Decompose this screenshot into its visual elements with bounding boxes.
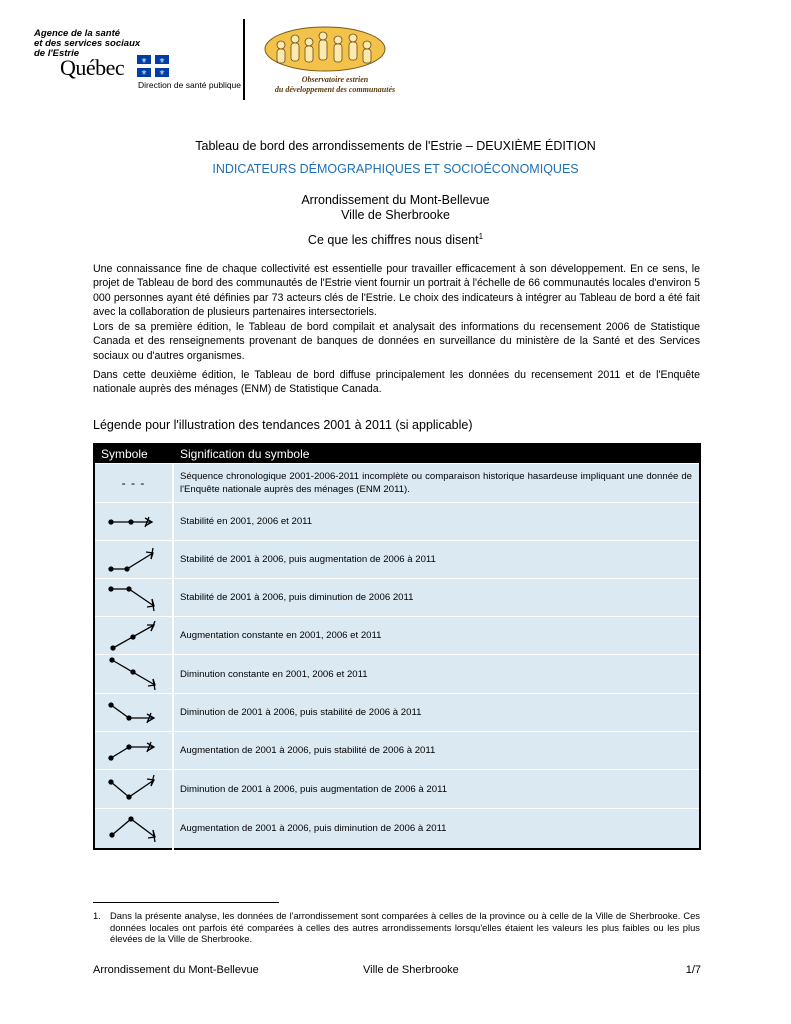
legend-row [94,809,700,849]
trend-stable-down-icon [94,579,173,617]
page-title: Tableau de bord des arrondissements de l'Estrie – DEUXIÈME ÉDITION [195,139,596,153]
trend-stable-stable-icon [94,503,173,541]
legend-table [93,443,701,850]
legend-row [94,770,700,809]
legend-description: Stabilité de 2001 à 2006, puis augmentation de 2006 à 2011 [173,541,700,579]
dashes-icon: - - - [94,464,173,503]
ville-name: Ville de Sherbrooke [341,208,450,222]
trend-down-down-icon [94,655,173,694]
direction-label: Direction de santé publique [138,80,242,90]
second-edition-paragraph: Dans cette deuxième édition, le Tableau de bord diffuse principalement les données du recensement 2011 et de l'Enquête nationale auprès des ménages (ENM) de Statistique Canada. [93,369,700,396]
trend-stable-up-icon [94,541,173,579]
col-signification: Signification du symbole [173,444,700,464]
agency-name: Agence de la santé et des services sociaux de l'Estrie [34,28,141,59]
svg-text:⚜: ⚜ [140,58,148,65]
quebec-wordmark: Québec [60,55,125,80]
observatoire-logo-icon [261,25,389,77]
legend-row [94,579,700,617]
legend-row [94,617,700,655]
legend-row [94,694,700,732]
legend-row [94,732,700,770]
trend-down-up-icon [94,770,173,809]
trend-up-up-icon [94,617,173,655]
legend-description: Stabilité de 2001 à 2006, puis diminution de 2006 2011 [173,579,700,617]
legend-description: Augmentation constante en 2001, 2006 et 2011 [173,617,700,655]
header-divider [243,19,245,100]
legend-row [94,503,700,541]
legend-description: Stabilité en 2001, 2006 et 2011 [173,503,700,541]
edition-paragraph: Lors de sa première édition, le Tableau de bord compilait et analysait des informations du recensement 2006 de Statistique Canada et des renseignements provenant de banques de données en surveillance du ministère de la Santé et des Services sociaux ou d'autres organismes. [93,321,700,362]
intro-paragraph: Une connaissance fine de chaque collectivité est essentielle pour travailler efficacement à son développement. En ce sens, le projet de Tableau de bord des communautés de l'Estrie vient fournir un portrait à l'échelle de 66 communautés locales d'environ 5 000 personnes ayant été définies par 73 acteurs clés de l'Estrie. Le choix des indicateurs à intégrer au Tableau de bord a été fait avec la collaboration de plusieurs partenaires intersectoriels. [93,263,700,318]
legend-description: Séquence chronologique 2001-2006-2011 incomplète ou comparaison historique hasardeuse impliquant une donnée de l'Enquête nationale auprès des ménages (ENM 2011). [173,464,700,503]
observatoire-label: Observatoire estrien du développement des communautés [274,75,396,94]
legend-header-row [94,444,700,464]
quebec-flag-icon [137,55,169,77]
legend-description: Diminution de 2001 à 2006, puis stabilité de 2006 à 2011 [173,694,700,732]
footer-ville: Ville de Sherbrooke [363,964,459,976]
legend-row [94,464,700,503]
legend-description: Diminution constante en 2001, 2006 et 2011 [173,655,700,694]
section-heading: Ce que les chiffres nous disent$^1$ [307,232,484,248]
legend-row [94,541,700,579]
legend-description: Diminution de 2001 à 2006, puis augmentation de 2006 à 2011 [173,770,700,809]
legend-title: Légende pour l'illustration des tendances 2001 à 2011 (si applicable) [93,418,473,432]
svg-text:⚜: ⚜ [140,70,148,77]
legend-description: Augmentation de 2001 à 2006, puis stabilité de 2006 à 2011 [173,732,700,770]
footnote-number: 1. [93,910,101,921]
page-number: 1/7 [685,964,701,976]
footnote-rule [93,902,279,903]
legend-description: Augmentation de 2001 à 2006, puis diminution de 2006 à 2011 [173,809,700,849]
footnote-text: Dans la présente analyse, les données de l'arrondissement sont comparées à celles de la province ou à celle de la Ville de Sherbrooke. Ces données locales ont parfois été comparées à celles des autres arrondissements lorsqu'elles étaient les valeurs les plus faibles ou les plus élevées de la Ville de Sherbrooke. [110,910,700,944]
svg-text:⚜: ⚜ [158,58,166,65]
svg-text:⚜: ⚜ [158,70,166,77]
arrondissement-name: Arrondissement du Mont-Bellevue [301,193,490,207]
footnote [93,910,700,945]
legend-row [94,655,700,694]
trend-up-stable-icon [94,732,173,770]
trend-down-stable-icon [94,694,173,732]
page-subtitle: INDICATEURS DÉMOGRAPHIQUES ET SOCIOÉCONOMIQUES [212,162,579,176]
footer-arrondissement: Arrondissement du Mont-Bellevue [93,964,259,976]
col-symbole: Symbole [94,444,173,464]
trend-up-down-icon [94,809,173,849]
footnote-ref: 1 [478,232,484,241]
